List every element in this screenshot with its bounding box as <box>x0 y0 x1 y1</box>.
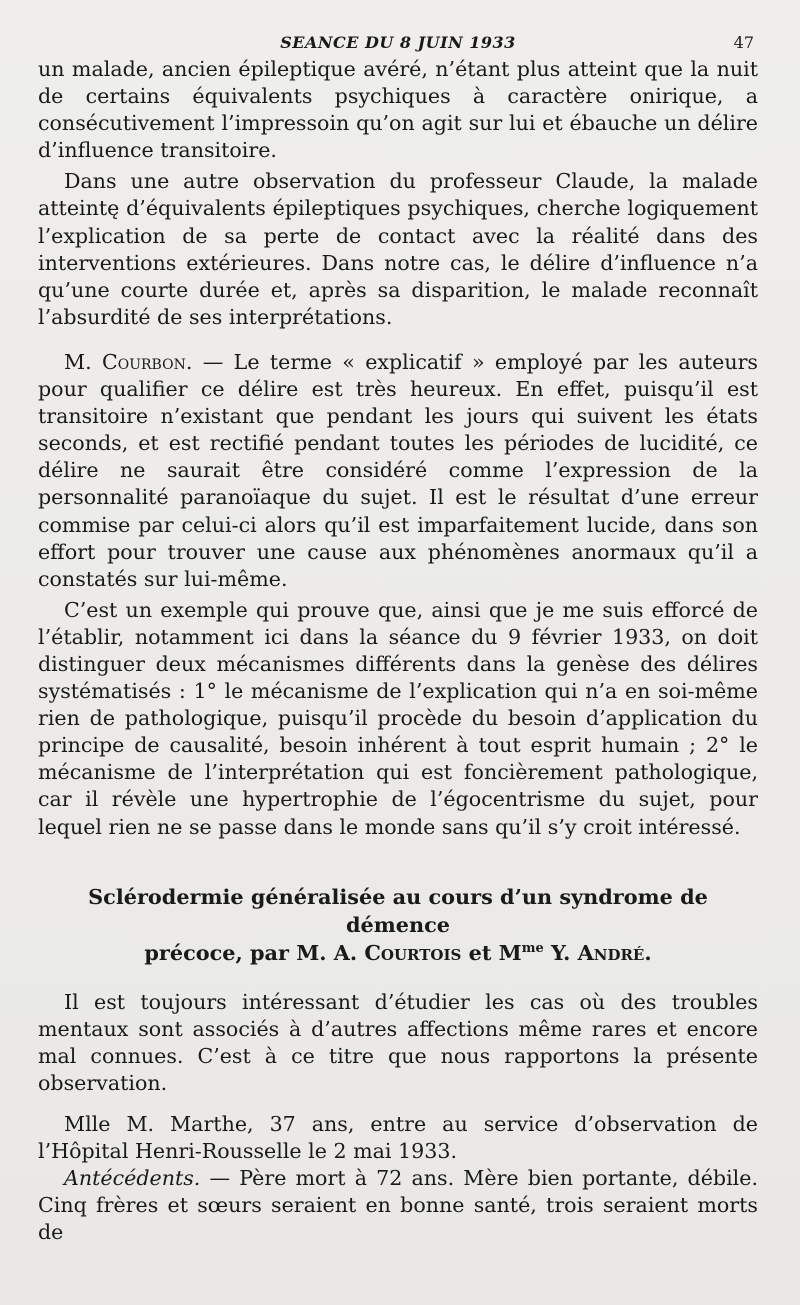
discussion-text: . — Le terme « explicatif » employé par les auteurs pour qualifier ce délire est très heureux. En effet, puisqu’il est transitoire n’existant que pendant les jours qui suivent les états seconds, et est rectifié pendant toutes les périodes de lucidité, ce délire ne saurait être considéré comme l’expression de la personnalité paranoïaque du sujet. Il est le résultat d’une erreur commise par celui-ci alors qu’il est imparfaitement lucide, dans son effort pour trouver une cause aux phénomènes anormaux qu’il a constatés sur lui-même. <box>38 349 758 591</box>
speaker-prefix: M. <box>64 349 102 374</box>
paragraph-case-admission: Mlle M. Marthe, 37 ans, entre au service d’observation de l’Hôpital Henri-Rousselle le 2 mai 1933. <box>38 1112 758 1164</box>
title-superscript: me <box>521 940 544 956</box>
paragraph-courbon-discussion <box>38 349 758 593</box>
paragraph-claude-observation: Dans une autre observation du professeur Claude, la malade atteintę d’équivalents épileptiques psychiques, cherche logiquement l’explication de sa perte de contact avec la réalité dans des interventions extérieures. Dans notre cas, le délire d’influence n’a qu’une courte durée et, après sa disparition, le malade reconnaît l’absurdité de ses interprétations. <box>38 169 758 329</box>
paragraph-article-intro: Il est toujours intéressant d’étudier les cas où des troubles mentaux sont associés à d’autres affections même rares et encore mal connues. C’est à ce titre que nous rapportons la présente observation. <box>38 989 758 1095</box>
antecedents-label: Antécédents. <box>64 1166 201 1191</box>
author-andre: André <box>577 939 645 965</box>
paragraph-courbon-continued: C’est un exemple qui prouve que, ainsi que je me suis efforcé de l’établir, notamment ici dans la séance du 9 février 1933, on doit distinguer deux mécanismes différents dans la genèse des délires systématisés : 1° le mécanisme de l’explication qui n’a en soi-même rien de pathologique, puisqu’il procède du besoin d’application du principe de causalité, besoin inhérent à tout esprit humain ; 2° le mécanisme de l’interprétation qui est foncièrement pathologique, car il révèle une hypertrophie de l’égocentrisme du sujet, pour lequel rien ne se passe dans le monde sans qu’il s’y croit intéressé. <box>38 597 758 839</box>
article-title <box>38 883 758 967</box>
page-header <box>38 0 758 56</box>
article-title-line-2: précoce, par M. A. Courtois et $M^{me}$ Y. André. <box>144 939 652 965</box>
page-number: 47 <box>733 33 754 52</box>
author-courtois: Courtois <box>364 939 462 965</box>
paragraph-continuation: un malade, ancien épileptique avéré, n’étant plus atteint que la nuit de certains équivalents psychiques à caractère onirique, a consécutivement l’impressoin qu’on agit sur lui et ébauche un délire d’influence transitoire. <box>38 57 758 163</box>
speaker-name: Courbon <box>101 349 186 374</box>
running-title: SEANCE DU 8 JUIN 1933 <box>280 33 516 52</box>
antecedents-text: — Père mort à 72 ans. Mère bien portante, débile. Cinq frères et sœurs seraient en bonne santé, trois seraient morts de <box>38 1166 758 1245</box>
article-title-line-1: Sclérodermie généralisée au cours d’un syndrome de démence <box>88 883 708 937</box>
paragraph-antecedents <box>38 1165 758 1246</box>
body-text <box>38 56 758 1246</box>
